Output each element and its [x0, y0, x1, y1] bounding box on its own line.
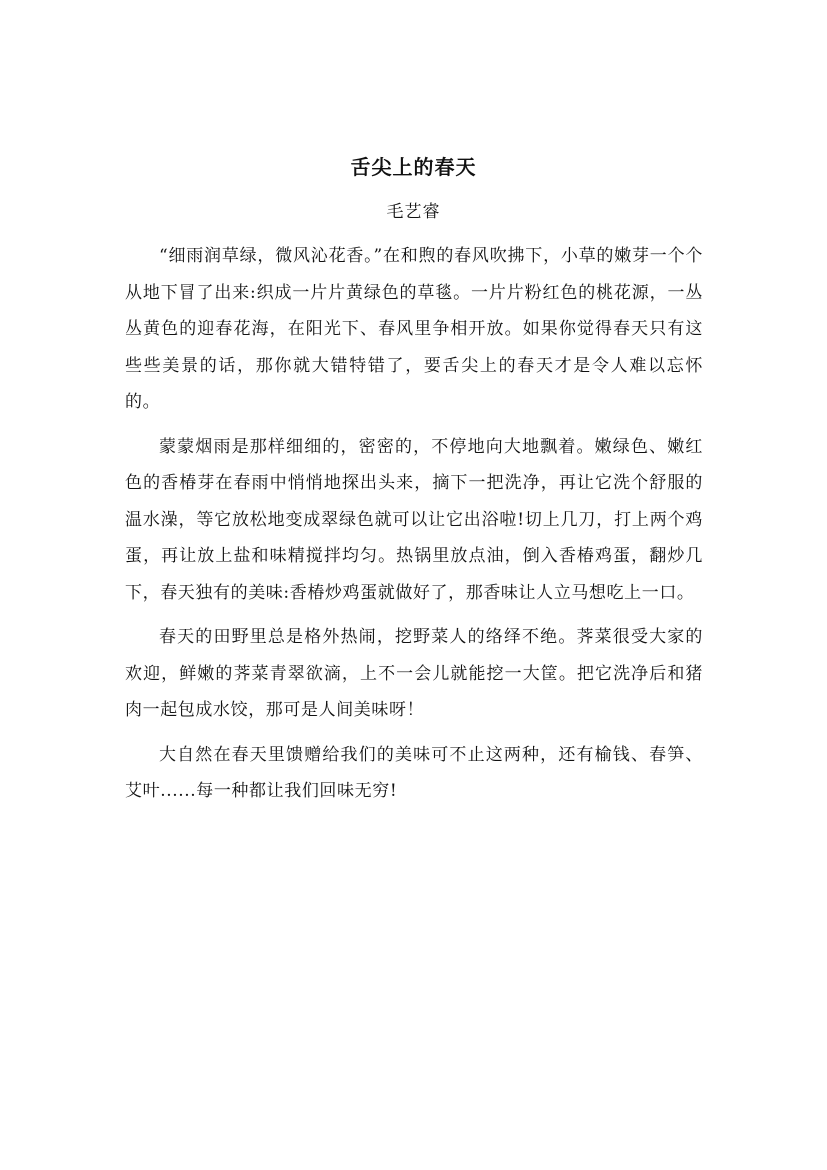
document-body [125, 238, 703, 818]
paragraph-1: “细雨润草绿，微风沁花香。”在和煦的春风吹拂下，小草的嫩芽一个个从地下冒了出来:织成一片片黄绿色的草毯。一片片粉红色的桃花源，一丛丛黄色的迎春花海，在阳光下、春风里争相开放。如果你觉得春天只有这些些美景的话，那你就大错特错了，要舌尖上的春天才是令人难以忘怀的。 [125, 246, 703, 412]
author-name: 毛艺睿 [386, 202, 441, 222]
paragraph-2: 蒙蒙烟雨是那样细细的，密密的，不停地向大地飘着。嫩绿色、嫩红色的香椿芽在春雨中悄悄地探出头来，摘下一把洗净，再让它洗个舒服的温水澡，等它放松地变成翠绿色就可以让它出浴啦!切上几刀，打上两个鸡蛋，再让放上盐和味精搅拌均匀。热锅里放点油，倒入香椿鸡蛋，翻炒几下，春天独有的美味:香椿炒鸡蛋就做好了，那香味让人立马想吃上一口。 [125, 436, 703, 603]
document-title: 舌尖上的春天 [350, 155, 477, 179]
paragraph-3: 春天的田野里总是格外热闹，挖野菜人的络绎不绝。荠菜很受大家的欢迎，鲜嫩的荠菜青翠欲滴，上不一会儿就能挖一大筐。把它洗净后和猪肉一起包成水饺，那可是人间美味呀！ [125, 627, 703, 720]
paragraph-4: 大自然在春天里馈赠给我们的美味可不止这两种，还有榆钱、春笋、艾叶......每一种都让我们回味无穷! [125, 744, 703, 801]
